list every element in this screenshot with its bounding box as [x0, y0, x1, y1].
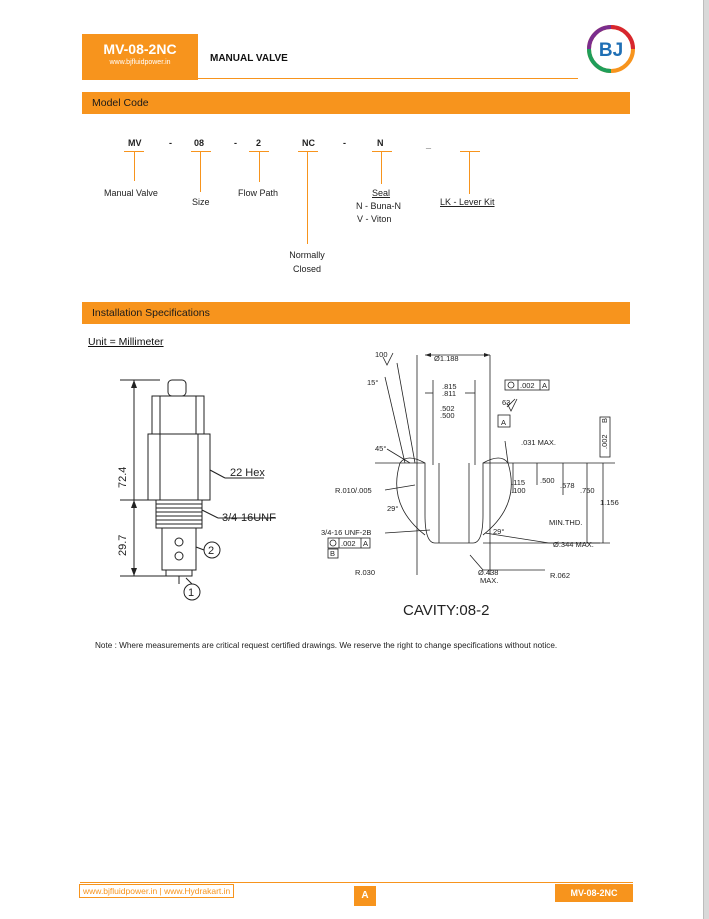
label-lever-kit: LK - Lever Kit [440, 197, 495, 207]
footer-links[interactable]: www.bjfluidpower.in | www.Hydrakart.in [79, 884, 234, 898]
installation-section-bar: Installation Specifications [82, 302, 630, 324]
cavity-angle-15: 15° [367, 378, 379, 387]
cavity-dia-502: .502 [440, 404, 455, 413]
cavity-dia-438-max: MAX. [480, 576, 499, 585]
code-dash-2: - [234, 138, 237, 148]
header-code: MV-08-2NC [103, 41, 177, 57]
disclaimer-note: Note : Where measurements are critical request certified drawings. We reserve the right to change specifications without notice. [95, 641, 558, 650]
cavity-tol-b: .002 [341, 539, 356, 548]
cavity-dim-1156: 1.156 [600, 498, 619, 507]
cavity-tol-a: .002 [520, 381, 535, 390]
cavity-tol-vertical-ref: B [600, 417, 609, 423]
code-dash-1: - [169, 138, 172, 148]
model-code-section-bar: Model Code [82, 92, 630, 114]
label-manual-valve: Manual Valve [104, 188, 158, 198]
label-size: Size [192, 197, 210, 207]
footer-divider [80, 882, 633, 883]
connector-flow [259, 151, 260, 182]
cavity-r-062: R.062 [550, 571, 571, 580]
cavity-r-010: R.010/.005 [335, 486, 372, 495]
cavity-title: CAVITY:08-2 [403, 602, 490, 619]
label-seal-buna: N - Buna-N [356, 201, 402, 211]
label-thread: 3/4-16UNF [222, 512, 276, 524]
cavity-drawing [315, 345, 625, 625]
cavity-dim-031: .031 MAX. [521, 438, 557, 447]
label-normally: Normally [289, 250, 325, 260]
cavity-min-thread: MIN.THD. [549, 518, 583, 527]
dim-lower-length: 29.7 [117, 534, 129, 556]
cavity-dia-344: Ø.344 MAX. [553, 540, 594, 549]
cavity-dim-578: .578 [560, 481, 575, 490]
label-hex: 22 Hex [230, 467, 265, 479]
page-title: MANUAL VALVE [210, 53, 288, 64]
cavity-dim-100: .100 [511, 486, 526, 495]
cavity-dia-500: .500 [440, 411, 455, 420]
code-mv: MV [128, 138, 142, 148]
cavity-datum-b: B [330, 549, 336, 558]
cavity-dia-811: .811 [442, 389, 457, 398]
cavity-angle-45: 45° [375, 444, 387, 453]
connector-seal [381, 151, 382, 184]
code-option: _ [426, 140, 432, 150]
code-nc: NC [302, 138, 315, 148]
code-size: 08 [194, 138, 205, 148]
cavity-angle-29-left: 29° [387, 504, 399, 513]
cavity-tol-vertical: .002 [600, 434, 609, 449]
cavity-angle-29-right: 29° [493, 527, 505, 536]
code-seal: N [377, 138, 384, 148]
cavity-r-030: R.030 [355, 568, 376, 577]
connector-mv [134, 151, 135, 181]
label-closed: Closed [292, 264, 321, 274]
connector-size-top [191, 151, 211, 152]
label-seal-viton: V - Viton [357, 214, 392, 224]
connector-lk [469, 151, 470, 194]
label-seal: Seal [372, 188, 391, 198]
connector-nc-top [298, 151, 318, 152]
connector-size [200, 151, 201, 192]
cavity-dim-750: .750 [580, 486, 595, 495]
logo-text: BJ [598, 40, 624, 61]
connector-nc [307, 151, 308, 244]
header-badge [82, 34, 198, 80]
cavity-tol-b-ref: A [363, 539, 369, 548]
unit-label: Unit = Millimeter [88, 336, 164, 348]
bj-logo-icon [586, 24, 636, 74]
cavity-finish-100: 100 [375, 350, 388, 359]
connector-lk-top [460, 151, 480, 152]
footer-code: MV-08-2NC [555, 884, 633, 902]
cavity-dia-438: Ø.438 [478, 568, 499, 577]
cavity-datum-a: A [501, 418, 507, 427]
header-website[interactable]: www.bjfluidpower.in [109, 59, 171, 66]
cavity-tol-a-ref: A [542, 381, 548, 390]
port-1-label: 1 [188, 587, 195, 599]
cavity-dim-115: .115 [511, 478, 526, 487]
label-flow-path: Flow Path [238, 188, 279, 198]
dim-overall-length: 72.4 [117, 466, 129, 488]
code-flow: 2 [256, 138, 262, 148]
cavity-dia-1188: Ø1.188 [434, 354, 459, 363]
cavity-thread-2b: 3/4-16 UNF-2B [321, 528, 372, 537]
cavity-dia-815: .815 [442, 382, 457, 391]
valve-drawing [90, 370, 310, 605]
footer-page-label: A [354, 886, 376, 906]
cavity-finish-63: 63 [502, 398, 511, 407]
connector-seal-top [372, 151, 392, 152]
code-dash-3: - [343, 138, 346, 148]
header-divider [198, 78, 578, 79]
port-2-label: 2 [208, 545, 215, 557]
cavity-dim-500: .500 [540, 476, 555, 485]
